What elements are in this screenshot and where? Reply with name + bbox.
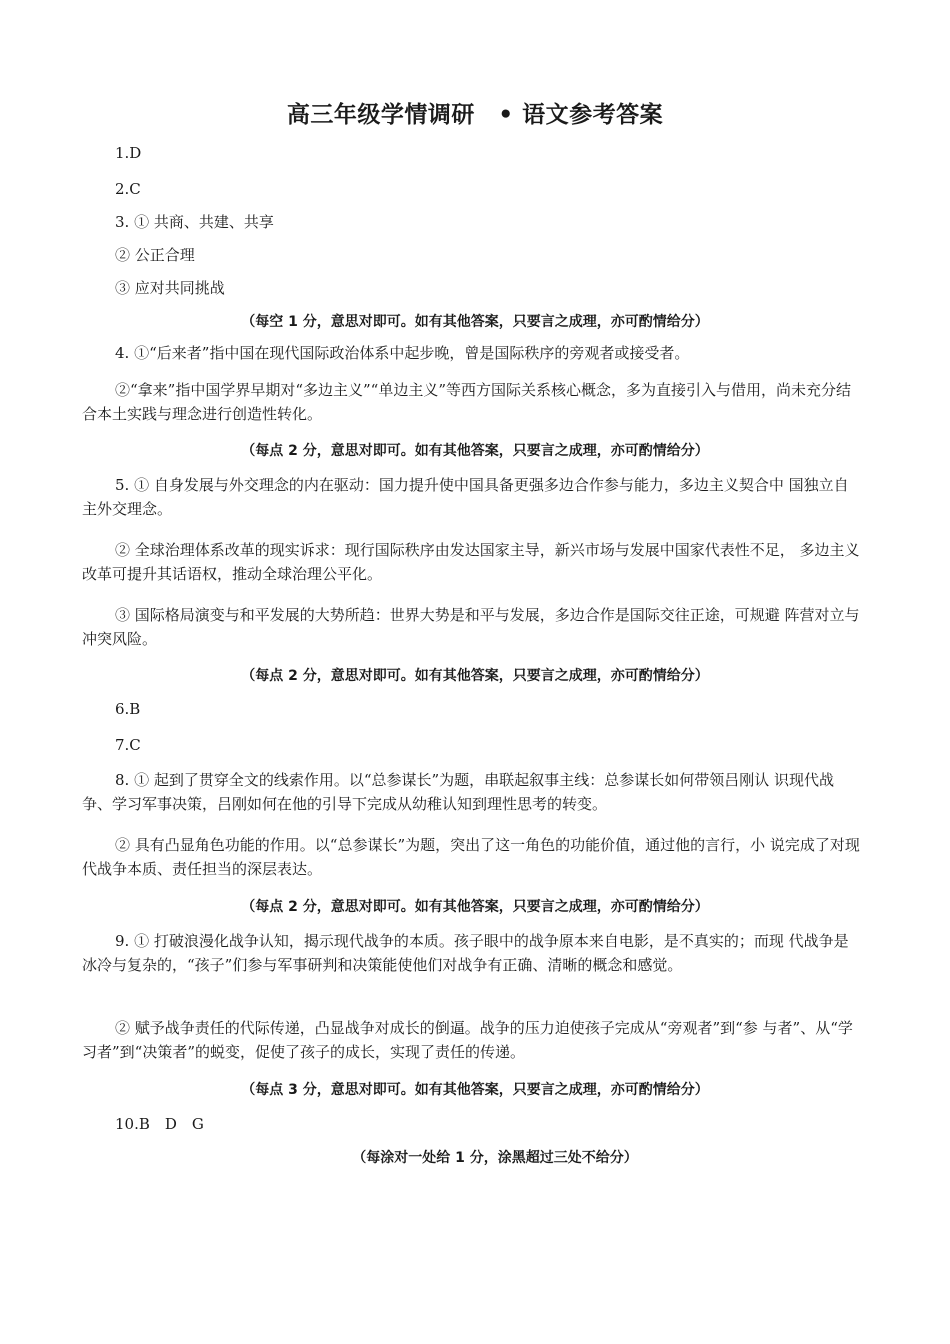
scoring-note-q10: （每涂对一处给 1 分，涂黑超过三处不给分） [352, 1150, 638, 1166]
answer-q3-point2: ② 公正合理 [115, 246, 195, 264]
scoring-note-q9: （每点 3 分，意思对即可。如有其他答案，只要言之成理，亦可酌情给分） [241, 1082, 709, 1098]
answer-q1: 1.D [115, 144, 142, 162]
scoring-note-q5: （每点 2 分，意思对即可。如有其他答案，只要言之成理，亦可酌情给分） [241, 668, 709, 684]
answer-q5-point2: ② 全球治理体系改革的现实诉求：现行国际秩序由发达国家主导，新兴市场与发展中国家代表性不足， 多边主义改革可提升其话语权，推动全球治理公平化。 [82, 541, 860, 583]
answer-q4-point2: ②“拿来”指中国学界早期对“多边主义”“单边主义”等西方国际关系核心概念，多为直接引入与借用，尚未充分结合本土实践与理念进行创造性转化。 [82, 381, 852, 423]
answer-q8-point2: ② 具有凸显角色功能的作用。以“总参谋长”为题，突出了这一角色的功能价值，通过他的言行，小 说完成了对现代战争本质、责任担当的深层表达。 [82, 836, 860, 878]
answer-q3-point1: 3. ① 共商、共建、共享 [115, 213, 274, 231]
answer-q3-point3: ③ 应对共同挑战 [115, 279, 225, 297]
scoring-note-q3: （每空 1 分，意思对即可。如有其他答案，只要言之成理，亦可酌情给分） [241, 314, 709, 330]
answer-q10: 10.B D G [115, 1115, 204, 1133]
answer-q4-point1: 4. ①“后来者”指中国在现代国际政治体系中起步晚，曾是国际秩序的旁观者或接受者。 [115, 344, 690, 362]
answer-q6: 6.B [115, 700, 141, 718]
scoring-note-q4: （每点 2 分，意思对即可。如有其他答案，只要言之成理，亦可酌情给分） [241, 443, 709, 459]
page-title: 高三年级学情调研 • 语文参考答案 [286, 102, 664, 128]
scoring-note-q8: （每点 2 分，意思对即可。如有其他答案，只要言之成理，亦可酌情给分） [241, 899, 709, 915]
answer-q5-point3: ③ 国际格局演变与和平发展的大势所趋：世界大势是和平与发展，多边合作是国际交往正途，可规避 阵营对立与冲突风险。 [82, 606, 860, 648]
answer-q9-point2: ② 赋予战争责任的代际传递，凸显战争对成长的倒逼。战争的压力迫使孩子完成从“旁观者”到“参 与者”、从“学习者”到“决策者”的蜕变，促使了孩子的成长，实现了责任的传递。 [82, 1019, 853, 1061]
answer-q5-point1: 5. ① 自身发展与外交理念的内在驱动：国力提升使中国具备更强多边合作参与能力，多边主义契合中 国独立自主外交理念。 [82, 476, 849, 518]
answer-q9-point1: 9. ① 打破浪漫化战争认知，揭示现代战争的本质。孩子眼中的战争原本来自电影，是不真实的；而现 代战争是冰冷与复杂的，“孩子”们参与军事研判和决策能使他们对战争有正确、清晰的概念和感觉。 [82, 932, 849, 974]
answer-q8-point1: 8. ① 起到了贯穿全文的线索作用。以“总参谋长”为题，串联起叙事主线：总参谋长如何带领吕刚认 识现代战争、学习军事决策，吕刚如何在他的引导下完成从幼稚认知到理性思考的转变。 [82, 771, 834, 813]
answer-q2: 2.C [115, 180, 141, 198]
answer-q7: 7.C [115, 736, 141, 754]
